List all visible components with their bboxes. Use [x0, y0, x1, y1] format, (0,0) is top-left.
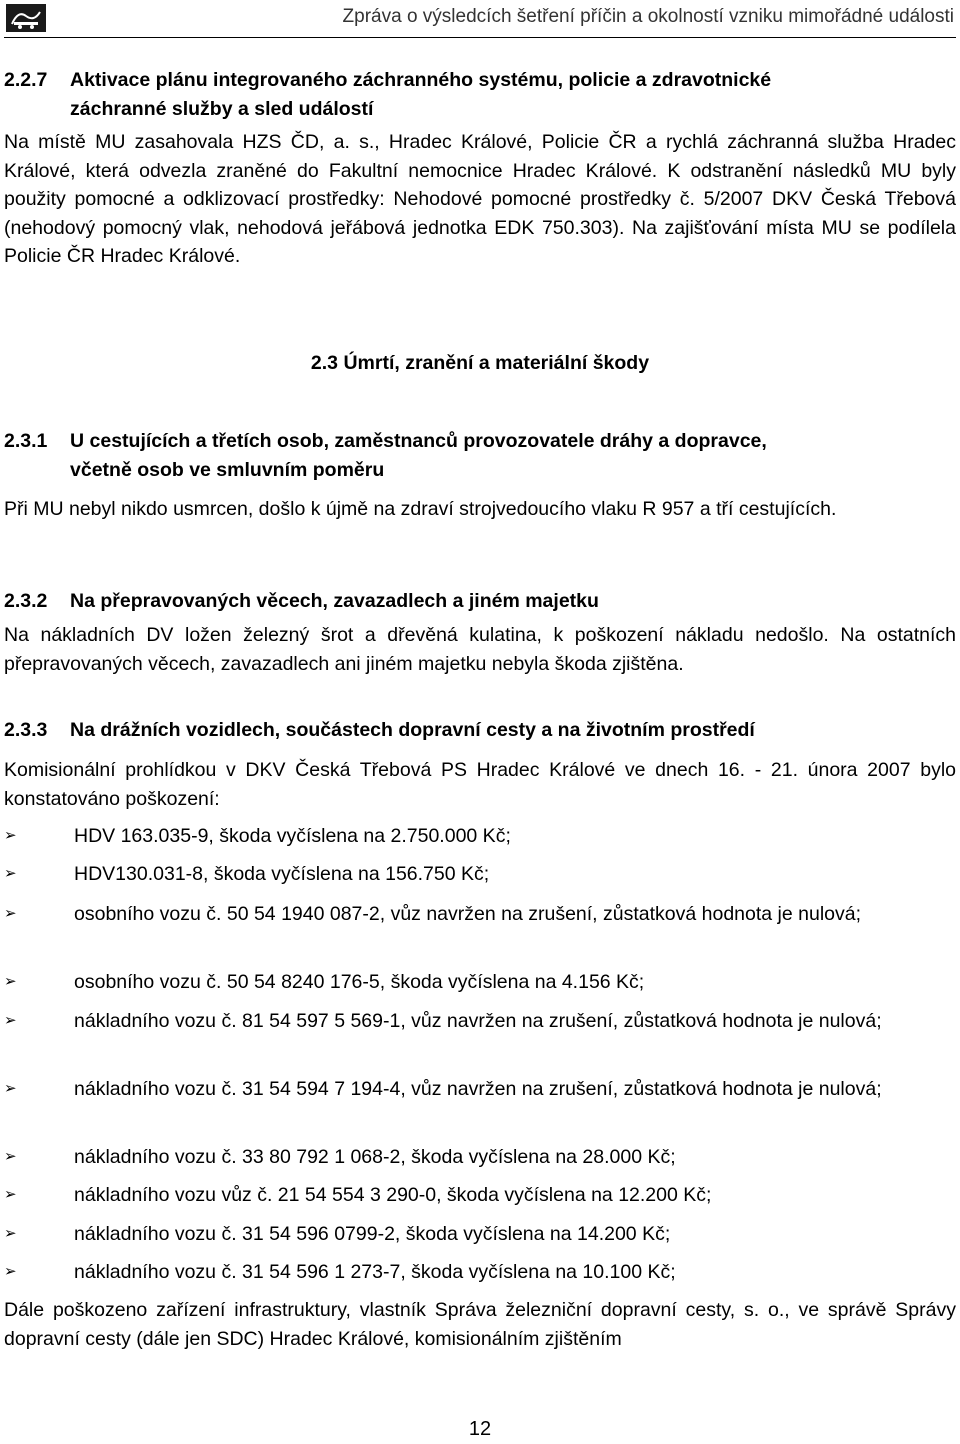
arrow-bullet-icon: ➢ [4, 1080, 17, 1097]
list-item: ➢ osobního vozu č. 50 54 8240 176-5, škoda vyčíslena na 4.156 Kč; [4, 968, 956, 997]
header-divider [4, 37, 956, 38]
section-title-line1: U cestujících a třetích osob, zaměstnanců provozovatele dráhy a dopravce, [70, 430, 767, 452]
section-number: 2.3.2 [4, 590, 48, 612]
section-title-line2: včetně osob ve smluvním poměru [70, 458, 385, 481]
section-2-3-3-paragraph: Komisionální prohlídkou v DKV Česká Třebová PS Hradec Králové ve dnech 16. - 21. února 2007 bylo konstatováno poškození: [4, 759, 956, 810]
section-title-line2: záchranné služby a sled událostí [70, 97, 374, 120]
arrow-bullet-icon: ➢ [4, 1225, 17, 1242]
section-2-2-7-paragraph: Na místě MU zasahovala HZS ČD, a. s., Hradec Králové, Policie ČR a rychlá záchranná služba Hradec Králové, která odvezla zraněné do Fakultní nemocnice Hradec Králové. K odstranění následků MU byly použity pomocné a odklizovací prostředky: Nehodové pomocné prostředky č. 5/2007 DKV Česká Třebová (nehodový pomocný vlak, nehodová jeřábová jednotka EDK 750.303). Na zajišťování místa MU se podílela Policie ČR Hradec Králové. [4, 131, 956, 267]
arrow-bullet-icon: ➢ [4, 1263, 17, 1280]
section-title: Na přepravovaných věcech, zavazadlech a jiném majetku [70, 590, 599, 612]
section-title-line1: Aktivace plánu integrovaného záchranného systému, policie a zdravotnické [70, 69, 772, 91]
list-item: ➢ nákladního vozu vůz č. 21 54 554 3 290-0, škoda vyčíslena na 12.200 Kč; [4, 1181, 956, 1210]
page-number: 12 [468, 1418, 492, 1440]
list-item: ➢ osobního vozu č. 50 54 1940 087-2, vůz navržen na zrušení, zůstatková hodnota je nulová; [4, 900, 956, 929]
section-2-2-7-heading [4, 66, 956, 123]
list-item: ➢ HDV130.031-8, škoda vyčíslena na 156.750 Kč; [4, 860, 956, 889]
arrow-bullet-icon: ➢ [4, 973, 17, 990]
section-number: 2.2.7 [4, 69, 48, 91]
arrow-bullet-icon: ➢ [4, 1186, 17, 1203]
arrow-bullet-icon: ➢ [4, 1148, 17, 1165]
list-item: ➢ nákladního vozu č. 31 54 596 0799-2, škoda vyčíslena na 14.200 Kč; [4, 1220, 956, 1249]
section-number: 2.3.3 [4, 719, 48, 741]
list-item: ➢ HDV 163.035-9, škoda vyčíslena na 2.750.000 Kč; [4, 822, 956, 851]
section-2-3-2-heading [4, 587, 956, 616]
header-title: Zpráva o výsledcích šetření příčin a okolností vzniku mimořádné události [342, 6, 954, 27]
section-2-3-2-paragraph: Na nákladních DV ložen železný šrot a dřevěná kulatina, k poškození nákladu nedošlo. Na ostatních přepravovaných věcech, zavazadlech ani jiném majetku nebyla škoda zjištěna. [4, 624, 956, 675]
section-2-3-1-heading [4, 427, 956, 484]
section-2-3-3-heading [4, 716, 956, 745]
closing-paragraph: Dále poškozeno zařízení infrastruktury, vlastník Správa železniční dopravní cesty, s. o., ve správě Správy dopravní cesty (dále jen SDC) Hradec Králové, komisionálním zjištěním [4, 1299, 956, 1350]
section-2-3-1-paragraph: Při MU nebyl nikdo usmrcen, došlo k újmě na zdraví strojvedoucího vlaku R 957 a tří cestujících. [4, 498, 837, 520]
logo [6, 4, 46, 32]
section-number: 2.3.1 [4, 430, 48, 452]
arrow-bullet-icon: ➢ [4, 905, 17, 922]
section-2-3-heading: 2.3 Úmrtí, zranění a materiální škody [310, 352, 650, 374]
list-item: ➢ nákladního vozu č. 33 80 792 1 068-2, škoda vyčíslena na 28.000 Kč; [4, 1143, 956, 1172]
arrow-bullet-icon: ➢ [4, 827, 17, 844]
list-item: ➢ nákladního vozu č. 31 54 596 1 273-7, škoda vyčíslena na 10.100 Kč; [4, 1258, 956, 1287]
section-title: Na drážních vozidlech, součástech dopravní cesty a na životním prostředí [70, 719, 755, 741]
arrow-bullet-icon: ➢ [4, 865, 17, 882]
arrow-bullet-icon: ➢ [4, 1012, 17, 1029]
list-item: ➢ nákladního vozu č. 31 54 594 7 194-4, vůz navržen na zrušení, zůstatková hodnota je nulová; [4, 1075, 956, 1104]
list-item: ➢ nákladního vozu č. 81 54 597 5 569-1, vůz navržen na zrušení, zůstatková hodnota je nulová; [4, 1007, 956, 1036]
